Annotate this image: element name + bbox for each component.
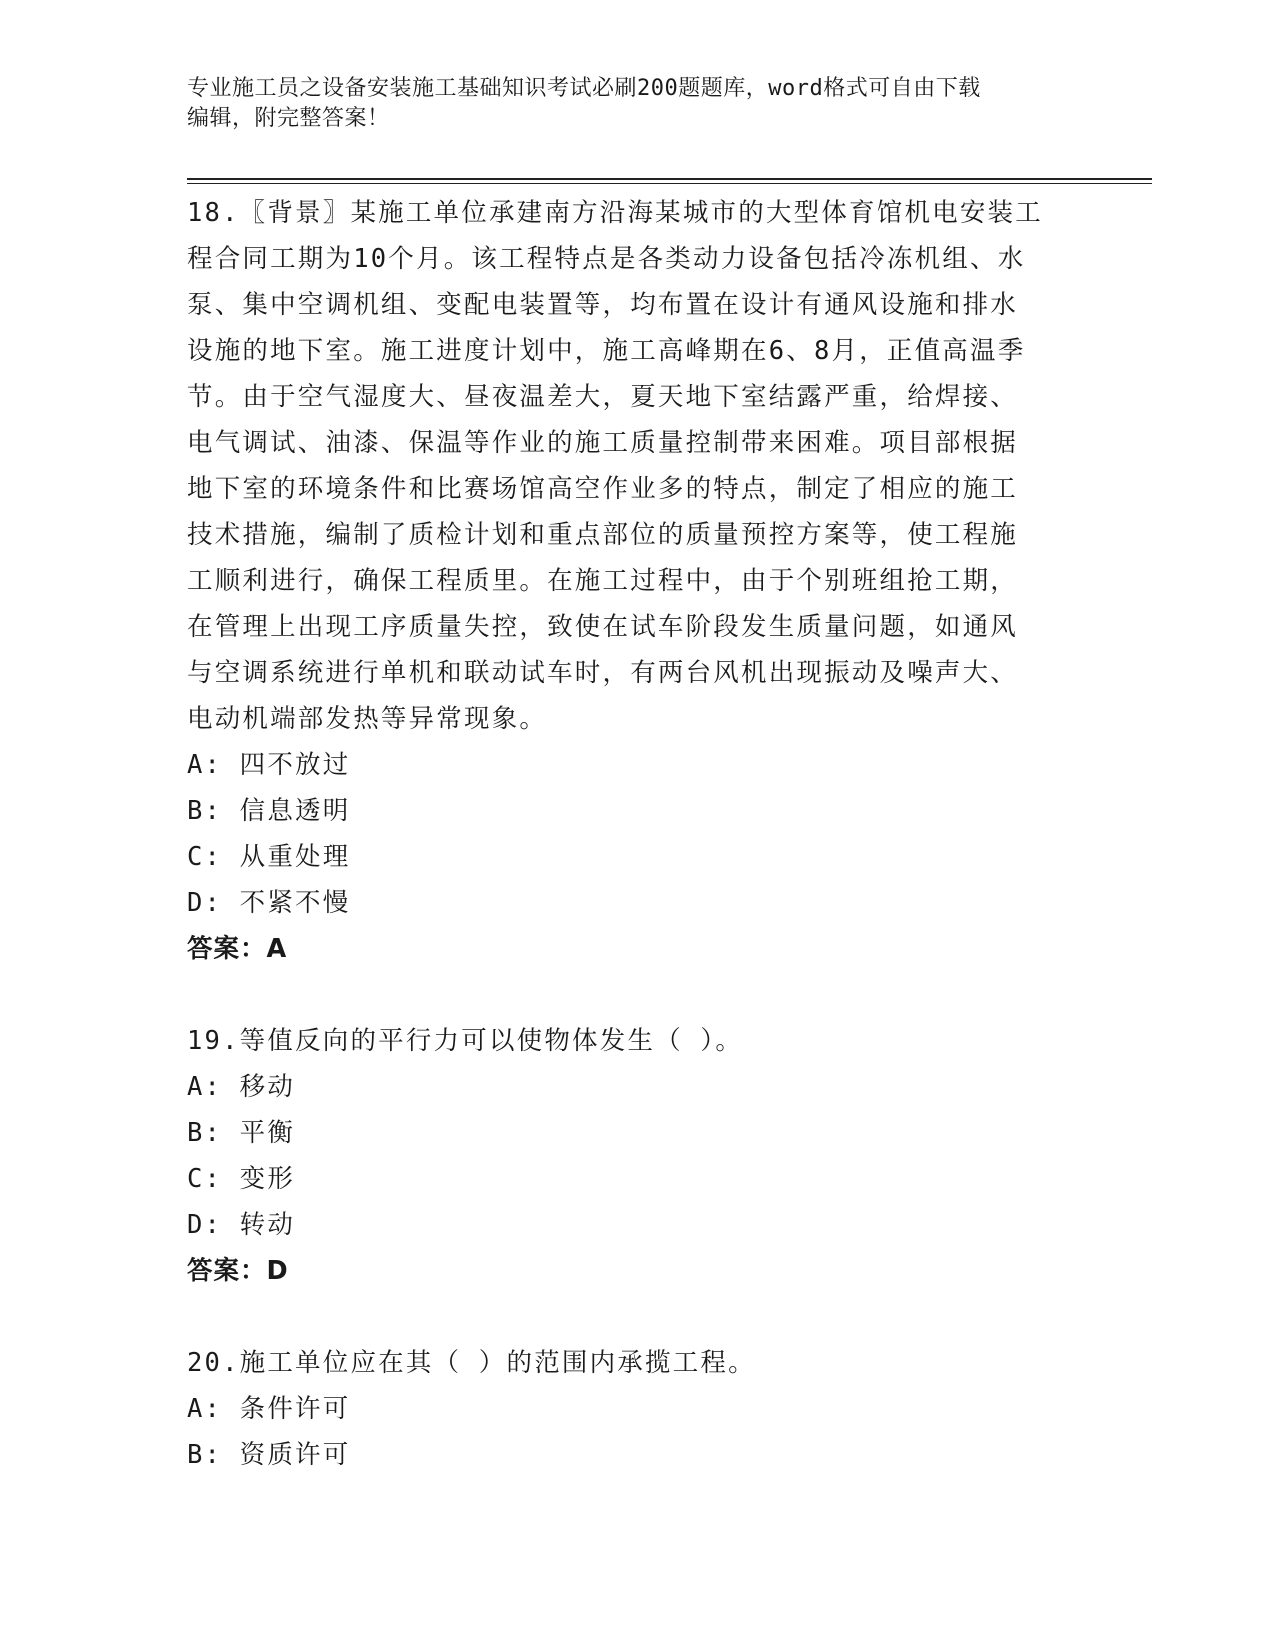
option-d: D: 不紧不慢: [187, 888, 351, 918]
question-text-line: 电动机端部发热等异常现象。: [187, 704, 548, 734]
spacer: [187, 972, 1087, 1018]
question-text-line: 设施的地下室。施工进度计划中，施工高峰期在6、8月，正值高温季: [187, 336, 1026, 366]
option-c: C: 变形: [187, 1164, 296, 1194]
header-divider: [187, 178, 1152, 180]
option-b: B: 信息透明: [187, 796, 351, 826]
question-text-line: 程合同工期为10个月。该工程特点是各类动力设备包括冷冻机组、水: [187, 244, 1026, 274]
answer-label: 答案：A: [187, 934, 288, 964]
question-text-line: 泵、集中空调机组、变配电装置等，均布置在设计有通风设施和排水: [187, 290, 1019, 320]
question-18: [187, 190, 1087, 972]
document-header: [187, 74, 1077, 134]
option-b: B: 资质许可: [187, 1440, 351, 1470]
question-text-line: 地下室的环境条件和比赛场馆高空作业多的特点，制定了相应的施工: [187, 474, 1019, 504]
question-list: [187, 190, 1087, 1478]
question-19: [187, 1018, 1087, 1294]
question-20: [187, 1340, 1087, 1478]
question-text-line: 与空调系统进行单机和联动试车时，有两台风机出现振动及噪声大、: [187, 658, 1019, 688]
question-text-line: 20.施工单位应在其（ ）的范围内承揽工程。: [187, 1348, 756, 1378]
option-c: C: 从重处理: [187, 842, 351, 872]
option-b: B: 平衡: [187, 1118, 296, 1148]
option-a: A: 条件许可: [187, 1394, 351, 1424]
question-text-line: 电气调试、油漆、保温等作业的施工质量控制带来困难。项目部根据: [187, 428, 1019, 458]
option-d: D: 转动: [187, 1210, 296, 1240]
header-divider: [187, 183, 1152, 184]
spacer: [187, 1294, 1087, 1340]
question-text-line: 在管理上出现工序质量失控，致使在试车阶段发生质量问题，如通风: [187, 612, 1019, 642]
answer-label: 答案：D: [187, 1256, 289, 1286]
header-line: 编辑，附完整答案！: [187, 106, 390, 131]
option-a: A: 移动: [187, 1072, 296, 1102]
option-a: A: 四不放过: [187, 750, 351, 780]
header-line: 专业施工员之设备安装施工基础知识考试必刷200题题库，word格式可自由下载: [187, 76, 981, 101]
question-text-line: 技术措施，编制了质检计划和重点部位的质量预控方案等，使工程施: [187, 520, 1019, 550]
question-text-line: 18.〖背景〗某施工单位承建南方沿海某城市的大型体育馆机电安装工: [187, 198, 1043, 228]
question-text-line: 19.等值反向的平行力可以使物体发生（ ）。: [187, 1026, 744, 1056]
question-text-line: 节。由于空气湿度大、昼夜温差大，夏天地下室结露严重，给焊接、: [187, 382, 1019, 412]
question-text-line: 工顺利进行，确保工程质里。在施工过程中，由于个别班组抢工期，: [187, 566, 1019, 596]
